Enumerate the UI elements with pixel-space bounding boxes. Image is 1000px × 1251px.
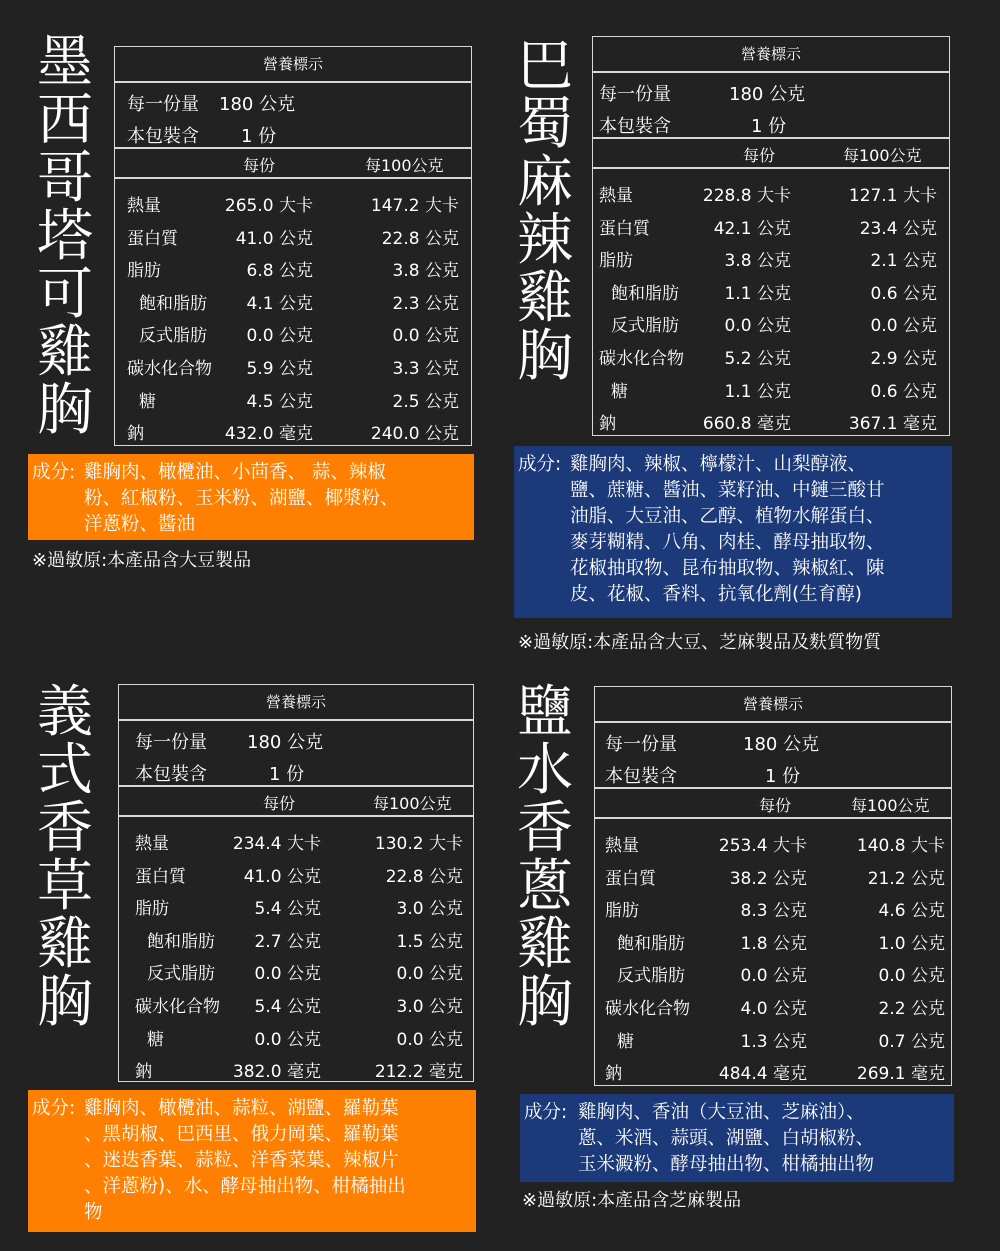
table-row: 飽和脂肪 4.1 公克 2.3 公克 xyxy=(139,293,459,314)
allergen-note-sichuan-spicy: ※過敏原:本產品含大豆、芝麻製品及麩質物質 xyxy=(518,632,882,653)
serving-size-row: 每一份量 180 公克 xyxy=(605,734,820,755)
serving-size-row: 每一份量 180 公克 xyxy=(599,84,806,105)
table-row: 脂肪 3.8 公克 2.1 公克 xyxy=(599,251,937,272)
nutrition-table-italian-herb xyxy=(118,684,474,1082)
servings-row: 本包裝含 1 份 xyxy=(595,755,951,789)
table-row: 熱量 265.0 大卡 147.2 大卡 xyxy=(127,196,459,216)
nutrition-table-mexican-taco xyxy=(114,46,472,446)
servings-row: 本包裝含 1 份 xyxy=(119,753,473,787)
table-row: 脂肪 6.8 公克 3.8 公克 xyxy=(127,261,459,282)
table-row: 脂肪 8.3 公克 4.6 公克 xyxy=(605,901,945,922)
table-row: 反式脂肪 0.0 公克 0.0 公克 xyxy=(617,966,945,987)
table-row: 鈉 660.8 毫克 367.1 毫克 xyxy=(599,414,937,435)
ingredients-label: 成分: xyxy=(518,454,562,475)
nutrition-header: 營養標示 xyxy=(595,687,951,723)
table-row: 糖 1.3 公克 0.7 公克 xyxy=(617,1031,945,1052)
column-headers: 每份 每100公克 xyxy=(119,787,473,817)
product-title-mexican-taco: 墨 西 哥 塔 可 雞 胸 xyxy=(37,30,93,443)
table-row: 脂肪 5.4 公克 3.0 公克 xyxy=(135,899,463,920)
table-row: 鈉 382.0 毫克 212.2 毫克 xyxy=(135,1062,463,1083)
nutrition-header: 營養標示 xyxy=(593,37,949,73)
nutrition-table-salt-scallion xyxy=(594,686,952,1086)
table-row: 反式脂肪 0.0 公克 0.0 公克 xyxy=(139,326,459,347)
allergen-note-salt-scallion: ※過敏原:本產品含芝麻製品 xyxy=(522,1190,742,1211)
ingredients-label: 成分: xyxy=(32,462,76,483)
table-row: 糖 4.5 公克 2.5 公克 xyxy=(139,391,459,412)
table-row: 反式脂肪 0.0 公克 0.0 公克 xyxy=(147,964,463,985)
table-row: 碳水化合物 4.0 公克 2.2 公克 xyxy=(605,998,945,1019)
nutrition-header: 營養標示 xyxy=(115,47,471,83)
product-title-italian-herb: 義 式 香 草 雞 胸 xyxy=(37,680,93,1035)
allergen-note-mexican-taco: ※過敏原:本產品含大豆製品 xyxy=(32,550,252,571)
ingredients-box-sichuan-spicy: 成分: 雞胸肉、辣椒、檸檬汁、山梨醇液、 鹽、蔗糖、醬油、菜籽油、中鏈三酸甘 油脂、大豆油、乙醇、植物水解蛋白、 麥芽糊精、八角、肉桂、酵母抽取物、 花椒抽取物、昆布抽取物、辣椒紅、陳 皮、花椒、香料、抗氧化劑(生育醇) xyxy=(514,446,952,618)
table-row: 鈉 484.4 毫克 269.1 毫克 xyxy=(605,1064,945,1085)
table-row: 鈉 432.0 毫克 240.0 公克 xyxy=(127,424,459,445)
table-row: 蛋白質 42.1 公克 23.4 公克 xyxy=(599,218,937,239)
table-row: 糖 0.0 公克 0.0 公克 xyxy=(147,1029,463,1050)
table-row: 飽和脂肪 1.8 公克 1.0 公克 xyxy=(617,933,945,954)
table-row: 熱量 253.4 大卡 140.8 大卡 xyxy=(605,836,945,856)
product-title-sichuan-spicy: 巴 蜀 麻 辣 雞 胸 xyxy=(517,34,573,389)
product-title-salt-scallion: 鹽 水 香 蔥 雞 胸 xyxy=(517,680,573,1035)
ingredients-box-mexican-taco: 成分: 雞胸肉、橄欖油、小茴香、 蒜、辣椒 粉、紅椒粉、玉米粉、湖鹽、椰漿粉、 洋蔥粉、醬油 xyxy=(28,454,474,540)
column-headers: 每份 每100公克 xyxy=(595,789,951,819)
table-row: 蛋白質 41.0 公克 22.8 公克 xyxy=(135,866,463,887)
serving-size-row: 每一份量 180 公克 xyxy=(135,732,324,753)
serving-size-row: 每一份量 180 公克 xyxy=(127,94,296,115)
table-row: 糖 1.1 公克 0.6 公克 xyxy=(611,381,937,402)
table-row: 熱量 228.8 大卡 127.1 大卡 xyxy=(599,186,937,206)
nutrition-table-sichuan-spicy xyxy=(592,36,950,436)
table-row: 熱量 234.4 大卡 130.2 大卡 xyxy=(135,834,463,854)
column-headers: 每份 每100公克 xyxy=(593,139,949,169)
column-headers: 每份 每100公克 xyxy=(115,149,471,179)
ingredients-label: 成分: xyxy=(524,1102,568,1123)
ingredients-label: 成分: xyxy=(32,1098,76,1119)
table-row: 蛋白質 38.2 公克 21.2 公克 xyxy=(605,868,945,889)
table-row: 飽和脂肪 2.7 公克 1.5 公克 xyxy=(147,931,463,952)
table-row: 蛋白質 41.0 公克 22.8 公克 xyxy=(127,228,459,249)
nutrition-header: 營養標示 xyxy=(119,685,473,721)
ingredients-box-italian-herb: 成分: 雞胸肉、橄欖油、蒜粒、湖鹽、羅勒葉 、黑胡椒、巴西里、俄力岡葉、羅勒葉 、迷迭香葉、蒜粒、洋香菜葉、辣椒片 、洋蔥粉)、水、酵母抽出物、柑橘抽出 物 xyxy=(28,1090,476,1232)
ingredients-box-salt-scallion: 成分: 雞胸肉、香油（大豆油、芝麻油）、 蔥、米酒、蒜頭、湖鹽、白胡椒粉、 玉米澱粉、酵母抽出物、柑橘抽出物 xyxy=(520,1094,954,1182)
table-row: 碳水化合物 5.2 公克 2.9 公克 xyxy=(599,348,937,369)
table-row: 碳水化合物 5.9 公克 3.3 公克 xyxy=(127,358,459,379)
servings-row: 本包裝含 1 份 xyxy=(115,115,471,149)
table-row: 碳水化合物 5.4 公克 3.0 公克 xyxy=(135,996,463,1017)
table-row: 飽和脂肪 1.1 公克 0.6 公克 xyxy=(611,283,937,304)
servings-row: 本包裝含 1 份 xyxy=(593,105,949,139)
table-row: 反式脂肪 0.0 公克 0.0 公克 xyxy=(611,316,937,337)
